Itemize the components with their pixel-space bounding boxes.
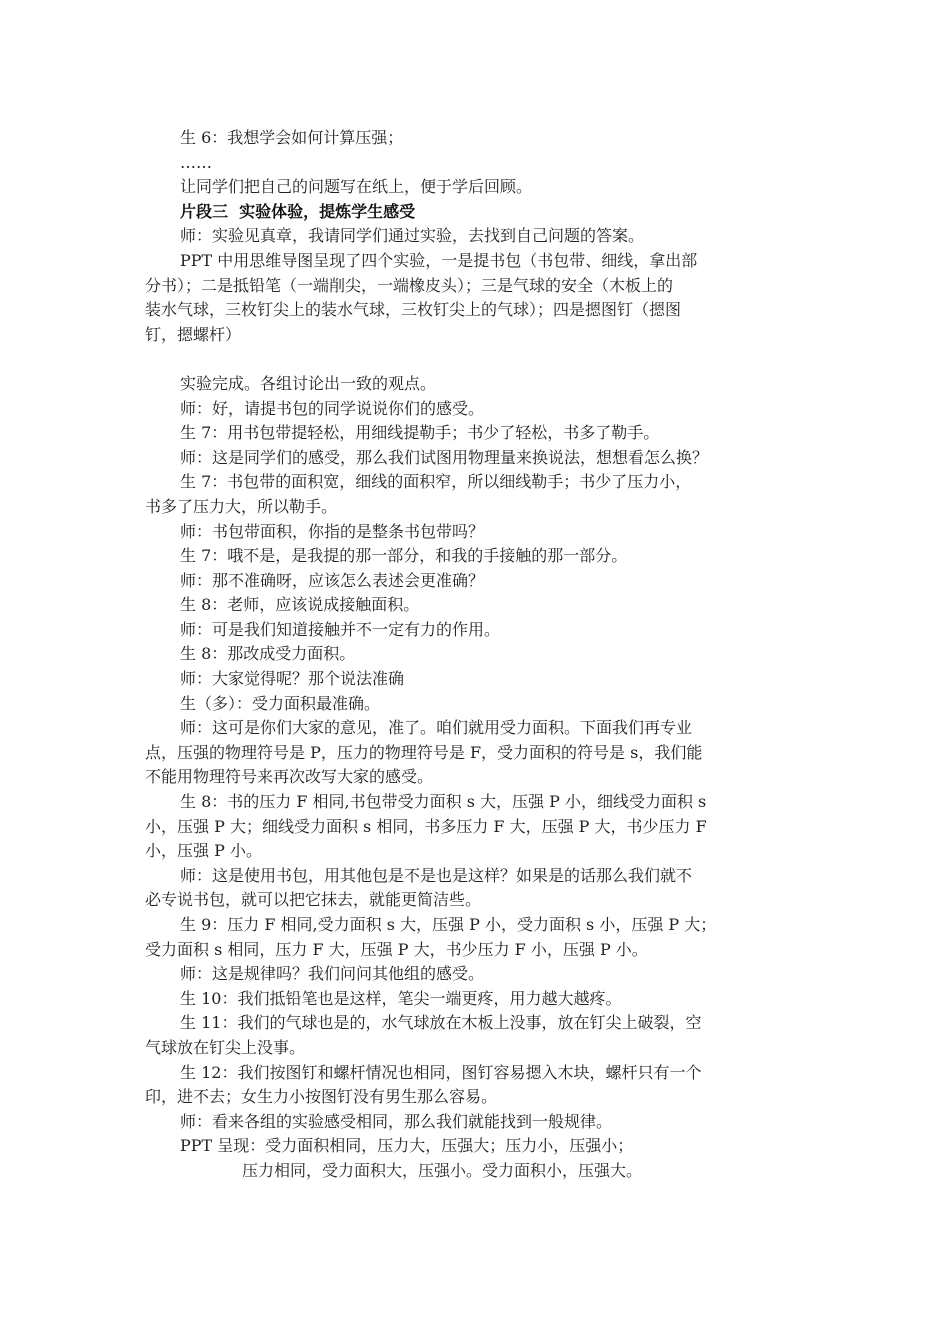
paragraph-line: 生（多）：受力面积最准确。 xyxy=(180,693,381,713)
paragraph-line: 印，进不去；女生力小按图钉没有男生那么容易。 xyxy=(145,1087,498,1107)
paragraph-line: 小，压强 P 小。 xyxy=(145,841,262,861)
paragraph-line: 师：可是我们知道接触并不一定有力的作用。 xyxy=(180,619,501,639)
paragraph-line: 钉，摁螺杆） xyxy=(145,324,242,344)
paragraph-line: 点，压强的物理符号是 P，压力的物理符号是 F，受力面积的符号是 s，我们能 xyxy=(145,742,703,762)
paragraph-line: 师：实验见真章，我请同学们通过实验，去找到自己问题的答案。 xyxy=(180,226,645,246)
paragraph-line: 分书）；二是抵铅笔（一端削尖，一端橡皮头）；三是气球的安全（木板上的 xyxy=(145,275,674,295)
paragraph-line: 生 12：我们按图钉和螺杆情况也相同，图钉容易摁入木块，螺杆只有一个 xyxy=(180,1062,702,1082)
paragraph-line: 生 8：那改成受力面积。 xyxy=(180,644,356,664)
paragraph-line: 生 11：我们的气球也是的，水气球放在木板上没事，放在钉尖上破裂，空 xyxy=(180,1013,702,1033)
blank-line xyxy=(145,347,802,372)
paragraph-line: 生 9：压力 F 相同,受力面积 s 大，压强 P 小，受力面积 s 小，压强 P 大； xyxy=(180,915,717,934)
paragraph-line: PPT 呈现：受力面积相同，压力大，压强大；压力小，压强小； xyxy=(180,1136,634,1156)
paragraph-line: 生 8：老师，应该说成接触面积。 xyxy=(180,595,420,615)
paragraph-line: 师：看来各组的实验感受相同，那么我们就能找到一般规律。 xyxy=(180,1111,613,1131)
paragraph-line: 师：这可是你们大家的意见，准了。咱们就用受力面积。下面我们再专业 xyxy=(180,718,693,738)
section-heading: 片段三 实验体验，提炼学生感受 xyxy=(180,201,416,221)
paragraph-line: 不能用物理符号来再次改写大家的感受。 xyxy=(145,767,434,787)
paragraph-line: 生 7：用书包带提轻松，用细线提勒手；书少了轻松，书多了勒手。 xyxy=(180,423,660,443)
paragraph-line: 书多了压力大，所以勒手。 xyxy=(145,496,338,516)
paragraph-line: PPT 中用思维导图呈现了四个实验，一是提书包（书包带、细线，拿出部 xyxy=(180,250,698,270)
paragraph-line: 让同学们把自己的问题写在纸上，便于学后回顾。 xyxy=(180,177,533,197)
paragraph-line: 必专说书包，就可以把它抹去，就能更简洁些。 xyxy=(145,890,482,910)
paragraph-line: 生 10：我们抵铅笔也是这样，笔尖一端更疼，用力越大越疼。 xyxy=(180,988,622,1008)
paragraph-line: 师：大家觉得呢？那个说法准确 xyxy=(180,669,405,689)
paragraph-line: 实验完成。各组讨论出一致的观点。 xyxy=(180,373,437,393)
paragraph-line: 气球放在钉尖上没事。 xyxy=(145,1037,306,1057)
paragraph-line: 压力相同，受力面积大，压强小。受力面积小，压强大。 xyxy=(242,1160,643,1180)
paragraph-line: …… xyxy=(180,152,212,172)
paragraph-line: 生 7：书包带的面积宽，细线的面积窄，所以细线勒手；书少了压力小， xyxy=(180,472,692,492)
paragraph-line: 小，压强 P 大；细线受力面积 s 相同，书多压力 F 大，压强 P 大，书少压力 F xyxy=(145,816,707,836)
paragraph-line: 生 8：书的压力 F 相同,书包带受力面积 s 大，压强 P 小，细线受力面积 s xyxy=(180,792,707,812)
paragraph-line: 师：好，请提书包的同学说说你们的感受。 xyxy=(180,398,485,418)
paragraph-line: 师：这是使用书包，用其他包是不是也是这样？如果是的话那么我们就不 xyxy=(180,865,693,885)
paragraph-line: 师：书包带面积，你指的是整条书包带吗？ xyxy=(180,521,485,541)
paragraph-line: 师：这是规律吗？我们问问其他组的感受。 xyxy=(180,964,485,984)
paragraph-line: 受力面积 s 相同，压力 F 大，压强 P 大，书少压力 F 小，压强 P 小。 xyxy=(145,939,648,959)
paragraph-line: 生 7：哦不是，是我提的那一部分，和我的手接触的那一部分。 xyxy=(180,546,628,566)
paragraph-line: 师：那不准确呀，应该怎么表述会更准确？ xyxy=(180,570,485,590)
paragraph-line: 装水气球，三枚钉尖上的装水气球，三枚钉尖上的气球）；四是摁图钉（摁图 xyxy=(145,300,682,320)
paragraph-line: 师：这是同学们的感受，那么我们试图用物理量来换说法，想想看怎么换？ xyxy=(180,447,709,467)
paragraph-line: 生 6：我想学会如何计算压强； xyxy=(180,128,404,147)
